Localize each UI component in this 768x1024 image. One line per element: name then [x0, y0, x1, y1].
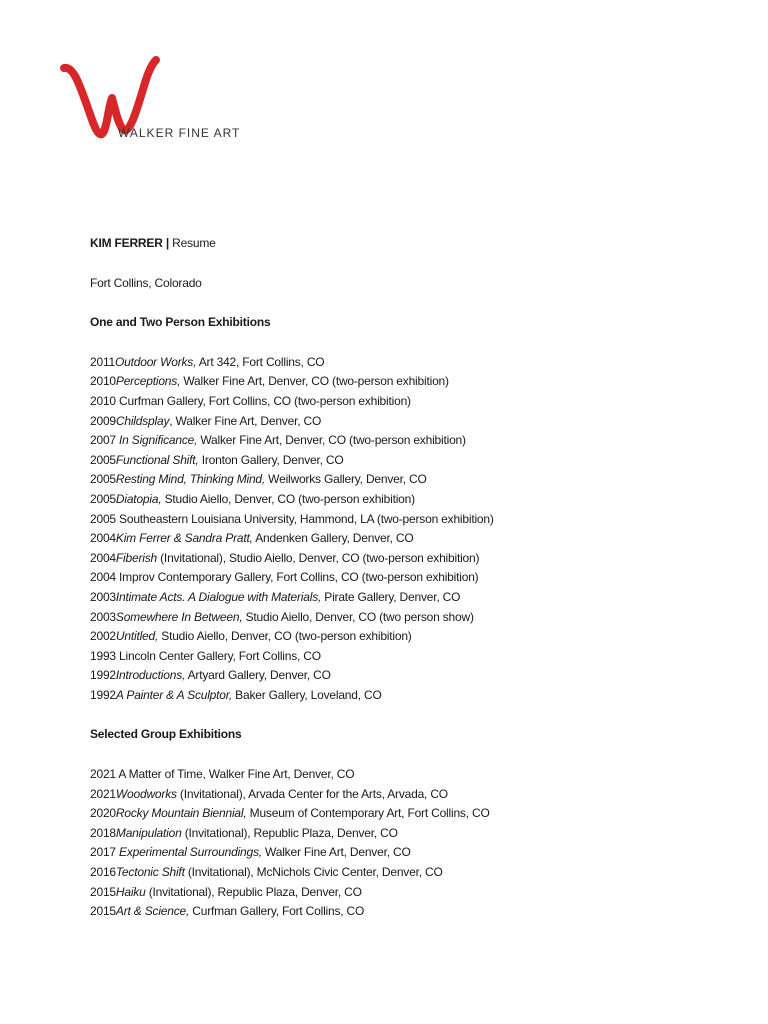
exhibition-details: Weilworks Gallery, Denver, CO — [265, 472, 427, 487]
exhibition-details: (Invitational), McNichols Civic Center, Denver, CO — [184, 865, 443, 880]
exhibition-item — [90, 490, 730, 510]
exhibition-details: Walker Fine Art, Denver, CO (two-person exhibition) — [197, 433, 466, 448]
exhibition-item — [90, 510, 730, 530]
exhibition-item — [90, 549, 730, 569]
exhibition-item — [90, 686, 730, 706]
exhibition-year: 2010 — [90, 393, 116, 408]
exhibition-details: Curfman Gallery, Fort Collins, CO (two-person exhibition) — [115, 393, 411, 408]
exhibition-title: Diatopia, — [115, 491, 162, 506]
exhibition-year: 1992 — [90, 668, 116, 683]
walker-fine-art-logo — [60, 56, 260, 146]
exhibition-details: Ironton Gallery, Denver, CO — [198, 452, 344, 467]
exhibition-item — [90, 353, 730, 373]
exhibition-details: , Walker Fine Art, Denver, CO — [169, 413, 322, 428]
exhibition-item — [90, 647, 730, 667]
logo-text: WALKER FINE ART — [118, 126, 241, 140]
exhibition-details: Pirate Gallery, Denver, CO — [321, 589, 461, 604]
exhibition-year: 2010 — [90, 374, 116, 389]
exhibition-details: Andenken Gallery, Denver, CO — [252, 531, 414, 546]
exhibition-year: 1993 — [90, 648, 116, 663]
exhibition-list — [90, 353, 730, 706]
exhibition-title: Outdoor Works, — [115, 354, 197, 369]
exhibition-details: Southeastern Louisiana University, Hammond, LA (two-person exhibition) — [115, 511, 494, 526]
exhibition-item — [90, 431, 730, 451]
exhibition-item — [90, 470, 730, 490]
exhibition-item — [90, 627, 730, 647]
exhibition-title: Somewhere In Between, — [115, 609, 243, 624]
exhibition-title: Intimate Acts. A Dialogue with Materials, — [115, 589, 322, 604]
exhibition-item — [90, 588, 730, 608]
document-type: Resume — [172, 236, 216, 250]
exhibition-title: A Painter & A Sculptor, — [115, 687, 233, 702]
exhibition-title: In Significance, — [115, 433, 198, 448]
exhibition-item — [90, 451, 730, 471]
exhibition-details: Baker Gallery, Loveland, CO — [232, 687, 382, 702]
exhibition-item — [90, 902, 730, 922]
exhibition-title: Woodworks — [115, 786, 177, 801]
exhibition-item — [90, 666, 730, 686]
exhibition-item — [90, 372, 730, 392]
exhibition-year: 2017 — [90, 845, 116, 860]
exhibition-year: 2005 — [90, 452, 116, 467]
section-heading: Selected Group Exhibitions — [90, 727, 242, 742]
exhibition-year: 2007 — [90, 433, 116, 448]
exhibition-details: Improv Contemporary Gallery, Fort Collins, CO (two-person exhibition) — [115, 570, 479, 585]
section-heading: One and Two Person Exhibitions — [90, 315, 271, 330]
artist-location: Fort Collins, Colorado — [90, 275, 202, 290]
exhibition-title: Introductions, — [115, 668, 186, 683]
exhibition-title: Experimental Surroundings, — [115, 845, 262, 860]
exhibition-year: 2009 — [90, 413, 116, 428]
exhibition-details: Artyard Gallery, Denver, CO — [185, 668, 331, 683]
exhibition-sections — [90, 313, 730, 922]
exhibition-year: 2004 — [90, 531, 116, 546]
exhibition-title: Tectonic Shift — [115, 865, 185, 880]
exhibition-item — [90, 883, 730, 903]
exhibition-title: Perceptions, — [115, 374, 181, 389]
exhibition-details: Curfman Gallery, Fort Collins, CO — [189, 904, 365, 919]
exhibition-title: Childsplay — [115, 413, 170, 428]
exhibition-year: 2005 — [90, 511, 116, 526]
exhibition-year: 2018 — [90, 825, 116, 840]
exhibition-details: (Invitational), Republic Plaza, Denver, CO — [181, 825, 398, 840]
exhibition-details: Museum of Contemporary Art, Fort Collins, CO — [246, 806, 490, 821]
exhibition-details: Art 342, Fort Collins, CO — [196, 354, 325, 369]
resume-title — [90, 234, 730, 254]
exhibition-title: Rocky Mountain Biennial, — [115, 806, 247, 821]
exhibition-item — [90, 804, 730, 824]
exhibition-details: Studio Aiello, Denver, CO (two-person exhibition) — [161, 491, 415, 506]
exhibition-year: 2021 — [90, 786, 116, 801]
exhibition-item — [90, 412, 730, 432]
exhibition-year: 2003 — [90, 589, 116, 604]
exhibition-year: 2015 — [90, 904, 116, 919]
exhibition-item — [90, 568, 730, 588]
exhibition-title: Untitled, — [115, 629, 159, 644]
exhibition-details: Studio Aiello, Denver, CO (two-person exhibition) — [158, 629, 412, 644]
exhibition-title: Haiku — [115, 884, 146, 899]
exhibition-year: 2003 — [90, 609, 116, 624]
exhibition-details: A Matter of Time, Walker Fine Art, Denver, CO — [115, 767, 355, 782]
exhibition-item — [90, 765, 730, 785]
title-separator: | — [165, 236, 169, 250]
exhibition-year: 2004 — [90, 570, 116, 585]
exhibition-title: Fiberish — [115, 550, 157, 565]
exhibition-details: Studio Aiello, Denver, CO (two person show) — [242, 609, 474, 624]
exhibition-title: Manipulation — [115, 825, 182, 840]
exhibition-year: 2016 — [90, 865, 116, 880]
exhibition-year: 1992 — [90, 687, 116, 702]
exhibition-year: 2002 — [90, 629, 116, 644]
exhibition-item — [90, 863, 730, 883]
exhibition-details: Lincoln Center Gallery, Fort Collins, CO — [115, 648, 321, 663]
exhibition-year: 2005 — [90, 491, 116, 506]
exhibition-year: 2021 — [90, 767, 116, 782]
exhibition-title: Art & Science, — [115, 904, 190, 919]
exhibition-year: 2020 — [90, 806, 116, 821]
exhibition-year: 2004 — [90, 550, 116, 565]
exhibition-item — [90, 824, 730, 844]
exhibition-item — [90, 608, 730, 628]
exhibition-item — [90, 529, 730, 549]
artist-name: KIM FERRER — [90, 236, 163, 250]
exhibition-item — [90, 785, 730, 805]
exhibition-title: Functional Shift, — [115, 452, 199, 467]
exhibition-title: Kim Ferrer & Sandra Pratt, — [115, 531, 253, 546]
exhibition-year: 2015 — [90, 884, 116, 899]
exhibition-title: Resting Mind, Thinking Mind, — [115, 472, 266, 487]
exhibition-details: (Invitational), Arvada Center for the Arts, Arvada, CO — [176, 786, 448, 801]
exhibition-item — [90, 392, 730, 412]
resume-content — [90, 234, 730, 942]
exhibition-details: (Invitational), Studio Aiello, Denver, CO (two-person exhibition) — [157, 550, 480, 565]
exhibition-details: Walker Fine Art, Denver, CO (two-person exhibition) — [180, 374, 449, 389]
exhibition-list — [90, 765, 730, 922]
exhibition-year: 2011 — [90, 354, 116, 369]
exhibition-year: 2005 — [90, 472, 116, 487]
exhibition-details: (Invitational), Republic Plaza, Denver, CO — [145, 884, 362, 899]
exhibition-details: Walker Fine Art, Denver, CO — [261, 845, 411, 860]
exhibition-item — [90, 843, 730, 863]
